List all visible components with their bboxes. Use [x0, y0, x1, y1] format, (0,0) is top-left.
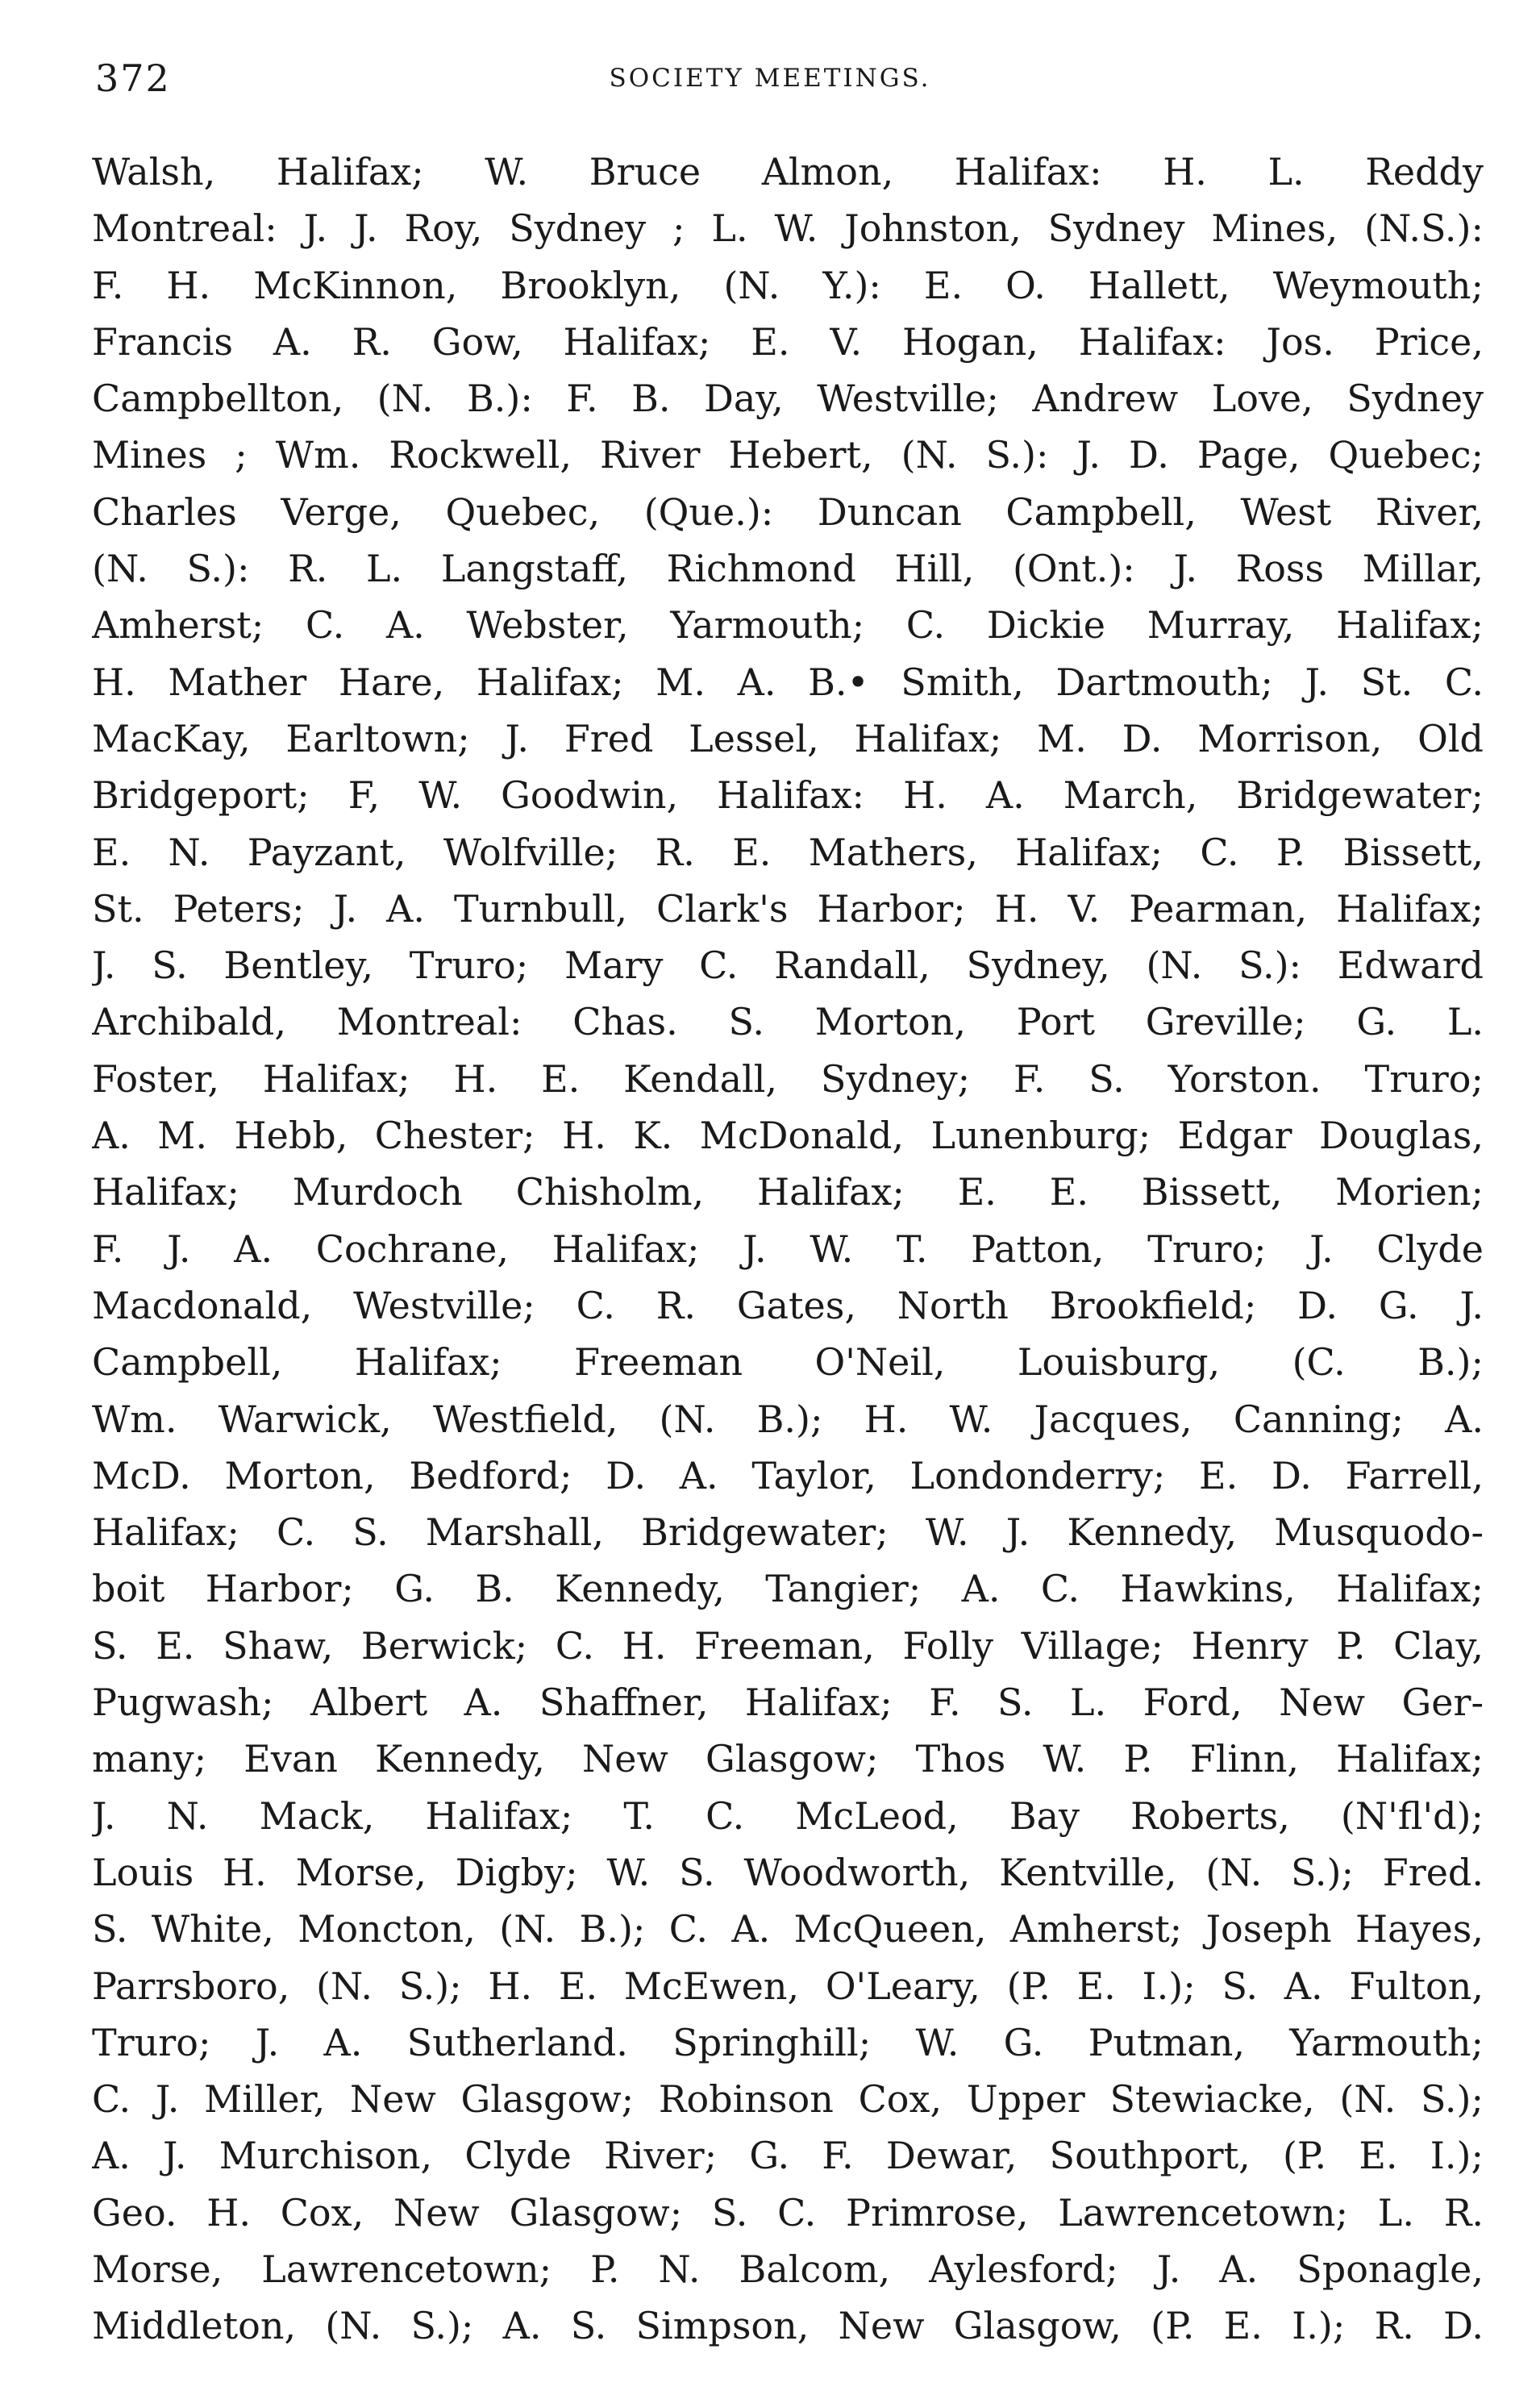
text-line: H. Mather Hare, Halifax; M. A. B.• Smith, Dartmouth; J. St. C. — [92, 660, 1484, 704]
text-line: (N. S.): R. L. Langstaff, Richmond Hill, (Ont.): J. Ross Millar, — [92, 547, 1484, 591]
text-line: Amherst; C. A. Webster, Yarmouth; C. Dickie Murray, Halifax; — [92, 603, 1484, 648]
text-line: F. H. McKinnon, Brooklyn, (N. Y.): E. O. Hallett, Weymouth; — [92, 263, 1484, 307]
text-line: Macdonald, Westville; C. R. Gates, North Brookfield; D. G. J. — [92, 1283, 1484, 1327]
text-line: E. N. Payzant, Wolfville; R. E. Mathers, Halifax; C. P. Bissett, — [92, 830, 1484, 874]
text-line: Middleton, (N. S.); A. S. Simpson, New Glasgow, (P. E. I.); R. D. — [92, 2304, 1484, 2348]
text-line: Parrsboro, (N. S.); H. E. McEwen, O'Leary, (P. E. I.); S. A. Fulton, — [92, 1964, 1484, 2008]
text-line: A. J. Murchison, Clyde River; G. F. Dewar, Southport, (P. E. I.); — [92, 2134, 1484, 2178]
body-text — [92, 144, 1484, 2355]
text-line: Halifax; Murdoch Chisholm, Halifax; E. E. Bissett, Morien; — [92, 1170, 1484, 1214]
text-line: Louis H. Morse, Digby; W. S. Woodworth, Kentville, (N. S.); Fred. — [92, 1850, 1484, 1894]
text-line: MacKay, Earltown; J. Fred Lessel, Halifax; M. D. Morrison, Old — [92, 716, 1484, 760]
text-line: Pugwash; Albert A. Shaffner, Halifax; F. S. L. Ford, New Ger- — [92, 1681, 1484, 1725]
text-line: Morse, Lawrencetown; P. N. Balcom, Aylesford; J. A. Sponagle, — [92, 2247, 1484, 2291]
text-line: A. M. Hebb, Chester; H. K. McDonald, Lunenburg; Edgar Douglas, — [92, 1114, 1484, 1158]
text-line: J. N. Mack, Halifax; T. C. McLeod, Bay Roberts, (N'fl'd); — [92, 1793, 1484, 1838]
running-title: SOCIETY MEETINGS. — [609, 64, 931, 93]
text-line: S. E. Shaw, Berwick; C. H. Freeman, Folly Village; Henry P. Clay, — [92, 1623, 1484, 1668]
text-line: Halifax; C. S. Marshall, Bridgewater; W. J. Kennedy, Musquodo- — [92, 1510, 1484, 1555]
text-line: Francis A. R. Gow, Halifax; E. V. Hogan, Halifax: Jos. Price, — [92, 319, 1484, 364]
page-number: 372 — [95, 56, 171, 100]
text-line: Bridgeport; F, W. Goodwin, Halifax: H. A. March, Bridgewater; — [92, 773, 1484, 818]
text-line: Campbell, Halifax; Freeman O'Neil, Louisburg, (C. B.); — [92, 1340, 1484, 1385]
text-line: Foster, Halifax; H. E. Kendall, Sydney; F. S. Yorston. Truro; — [92, 1056, 1484, 1101]
text-line: boit Harbor; G. B. Kennedy, Tangier; A. C. Hawkins, Halifax; — [92, 1567, 1484, 1611]
text-line: Campbellton, (N. B.): F. B. Day, Westville; Andrew Love, Sydney — [92, 377, 1484, 421]
text-line: S. White, Moncton, (N. B.); C. A. McQueen, Amherst; Joseph Hayes, — [92, 1907, 1484, 1951]
text-line: F. J. A. Cochrane, Halifax; J. W. T. Patton, Truro; J. Clyde — [92, 1227, 1484, 1271]
text-line: Charles Verge, Quebec, (Que.): Duncan Campbell, West River, — [92, 489, 1484, 534]
text-line: C. J. Miller, New Glasgow; Robinson Cox, Upper Stewiacke, (N. S.); — [92, 2077, 1484, 2122]
text-line: Geo. H. Cox, New Glasgow; S. C. Primrose, Lawrencetown; L. R. — [92, 2190, 1484, 2235]
text-line: Walsh, Halifax; W. Bruce Almon, Halifax: H. L. Reddy — [92, 150, 1484, 194]
text-line: many; Evan Kennedy, New Glasgow; Thos W. P. Flinn, Halifax; — [92, 1737, 1484, 1781]
text-line: McD. Morton, Bedford; D. A. Taylor, Londonderry; E. D. Farrell, — [92, 1453, 1484, 1497]
text-line: Truro; J. A. Sutherland. Springhill; W. G. Putman, Yarmouth; — [92, 2020, 1484, 2064]
text-line: Mines ; Wm. Rockwell, River Hebert, (N. S.): J. D. Page, Quebec; — [92, 433, 1484, 477]
text-line: Montreal: J. J. Roy, Sydney ; L. W. Johnston, Sydney Mines, (N.S.): — [92, 206, 1484, 251]
text-line: Archibald, Montreal: Chas. S. Morton, Port Greville; G. L. — [92, 1000, 1484, 1044]
text-line: Wm. Warwick, Westfield, (N. B.); H. W. Jacques, Canning; A. — [92, 1397, 1484, 1441]
text-line: J. S. Bentley, Truro; Mary C. Randall, Sydney, (N. S.): Edward — [92, 943, 1484, 988]
text-line: St. Peters; J. A. Turnbull, Clark's Harbor; H. V. Pearman, Halifax; — [92, 886, 1484, 931]
